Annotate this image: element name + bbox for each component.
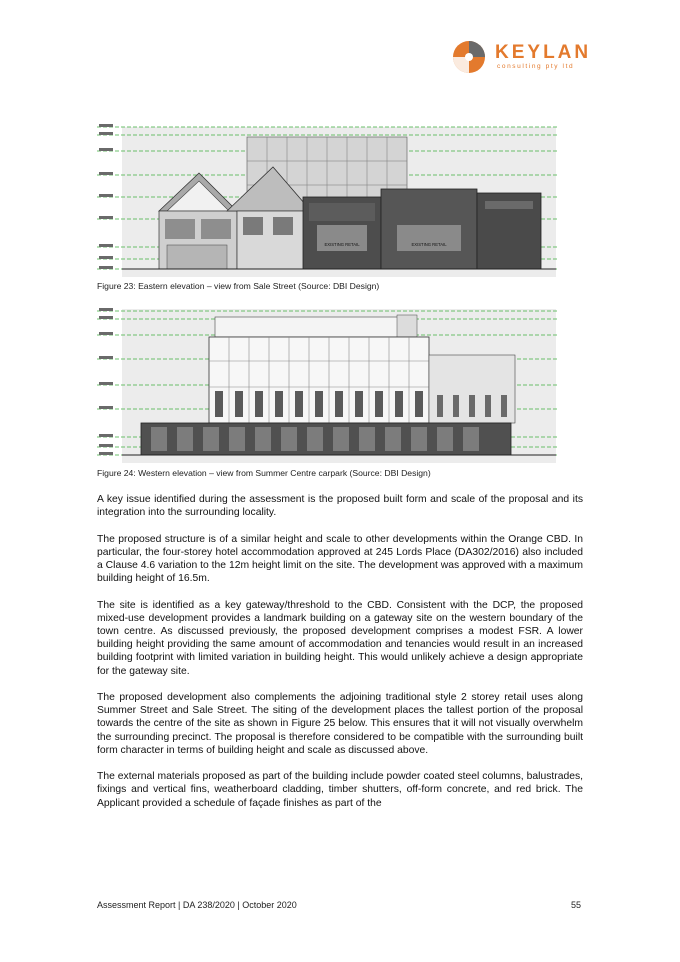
western-elevation-drawing [97, 305, 557, 465]
keylan-logo [452, 40, 592, 74]
figure-western-elevation [97, 305, 557, 465]
figure-23-caption: Figure 23: Eastern elevation – view from Sale Street (Source: DBI Design) [97, 281, 380, 291]
body-text [97, 493, 583, 823]
logo-tagline: consulting pty ltd [497, 63, 575, 70]
paragraph-3: The site is identified as a key gateway/threshold to the CBD. Consistent with the DCP, the proposed mixed-use development provides a landmark building on a gateway site on the western boundary of the town centre. As discussed previously, the proposed development comprises a modest FSR. A lower building height providing the same amount of accommodation and tenancies would result in an increased building footprint with limited variation in building height. This would unlikely achieve a design appropriate for the gateway site. [97, 599, 583, 677]
keylan-logo-icon [452, 40, 486, 74]
figure-24-caption: Figure 24: Western elevation – view from Summer Centre carpark (Source: DBI Design) [97, 468, 431, 478]
logo-name: KEYLAN [495, 42, 592, 63]
existing-retail-label-right: EXISTING RETAIL [411, 242, 447, 247]
eastern-elevation-drawing [97, 121, 557, 279]
figure-eastern-elevation [97, 121, 557, 279]
paragraph-4: The proposed development also complements the adjoining traditional style 2 storey retail uses along Summer Street and Sale Street. The siting of the development places the tallest portion of the proposal towards the centre of the site as shown in Figure 25 below. This ensures that it will not visually overwhelm the surrounding precinct. The proposal is therefore considered to be compatible with the surrounding built form character in terms of building height and scale as discussed above. [97, 692, 583, 756]
paragraph-2: The proposed structure is of a similar height and scale to other developments within the Orange CBD. In particular, the four-storey hotel accommodation approved at 245 Lords Place (DA302/2016) also included a Clause 4.6 variation to the 12m height limit on the site. The development was approved with a maximum building height of 16.5m. [97, 533, 583, 585]
existing-retail-label-left: EXISTING RETAIL [324, 242, 360, 247]
paragraph-5: The external materials proposed as part of the building include powder coated steel columns, balustrades, fixings and vertical fins, weatherboard cladding, timber shutters, off-form concrete, and red brick. The Applicant provided a schedule of façade finishes as part of the [97, 771, 583, 809]
paragraph-1: A key issue identified during the assessment is the proposed built form and scale of the proposal and its integration into the surrounding locality. [97, 494, 583, 519]
footer-page-number: 55 [571, 900, 582, 910]
footer-doc-ref: Assessment Report | DA 238/2020 | October 2020 [97, 900, 297, 910]
